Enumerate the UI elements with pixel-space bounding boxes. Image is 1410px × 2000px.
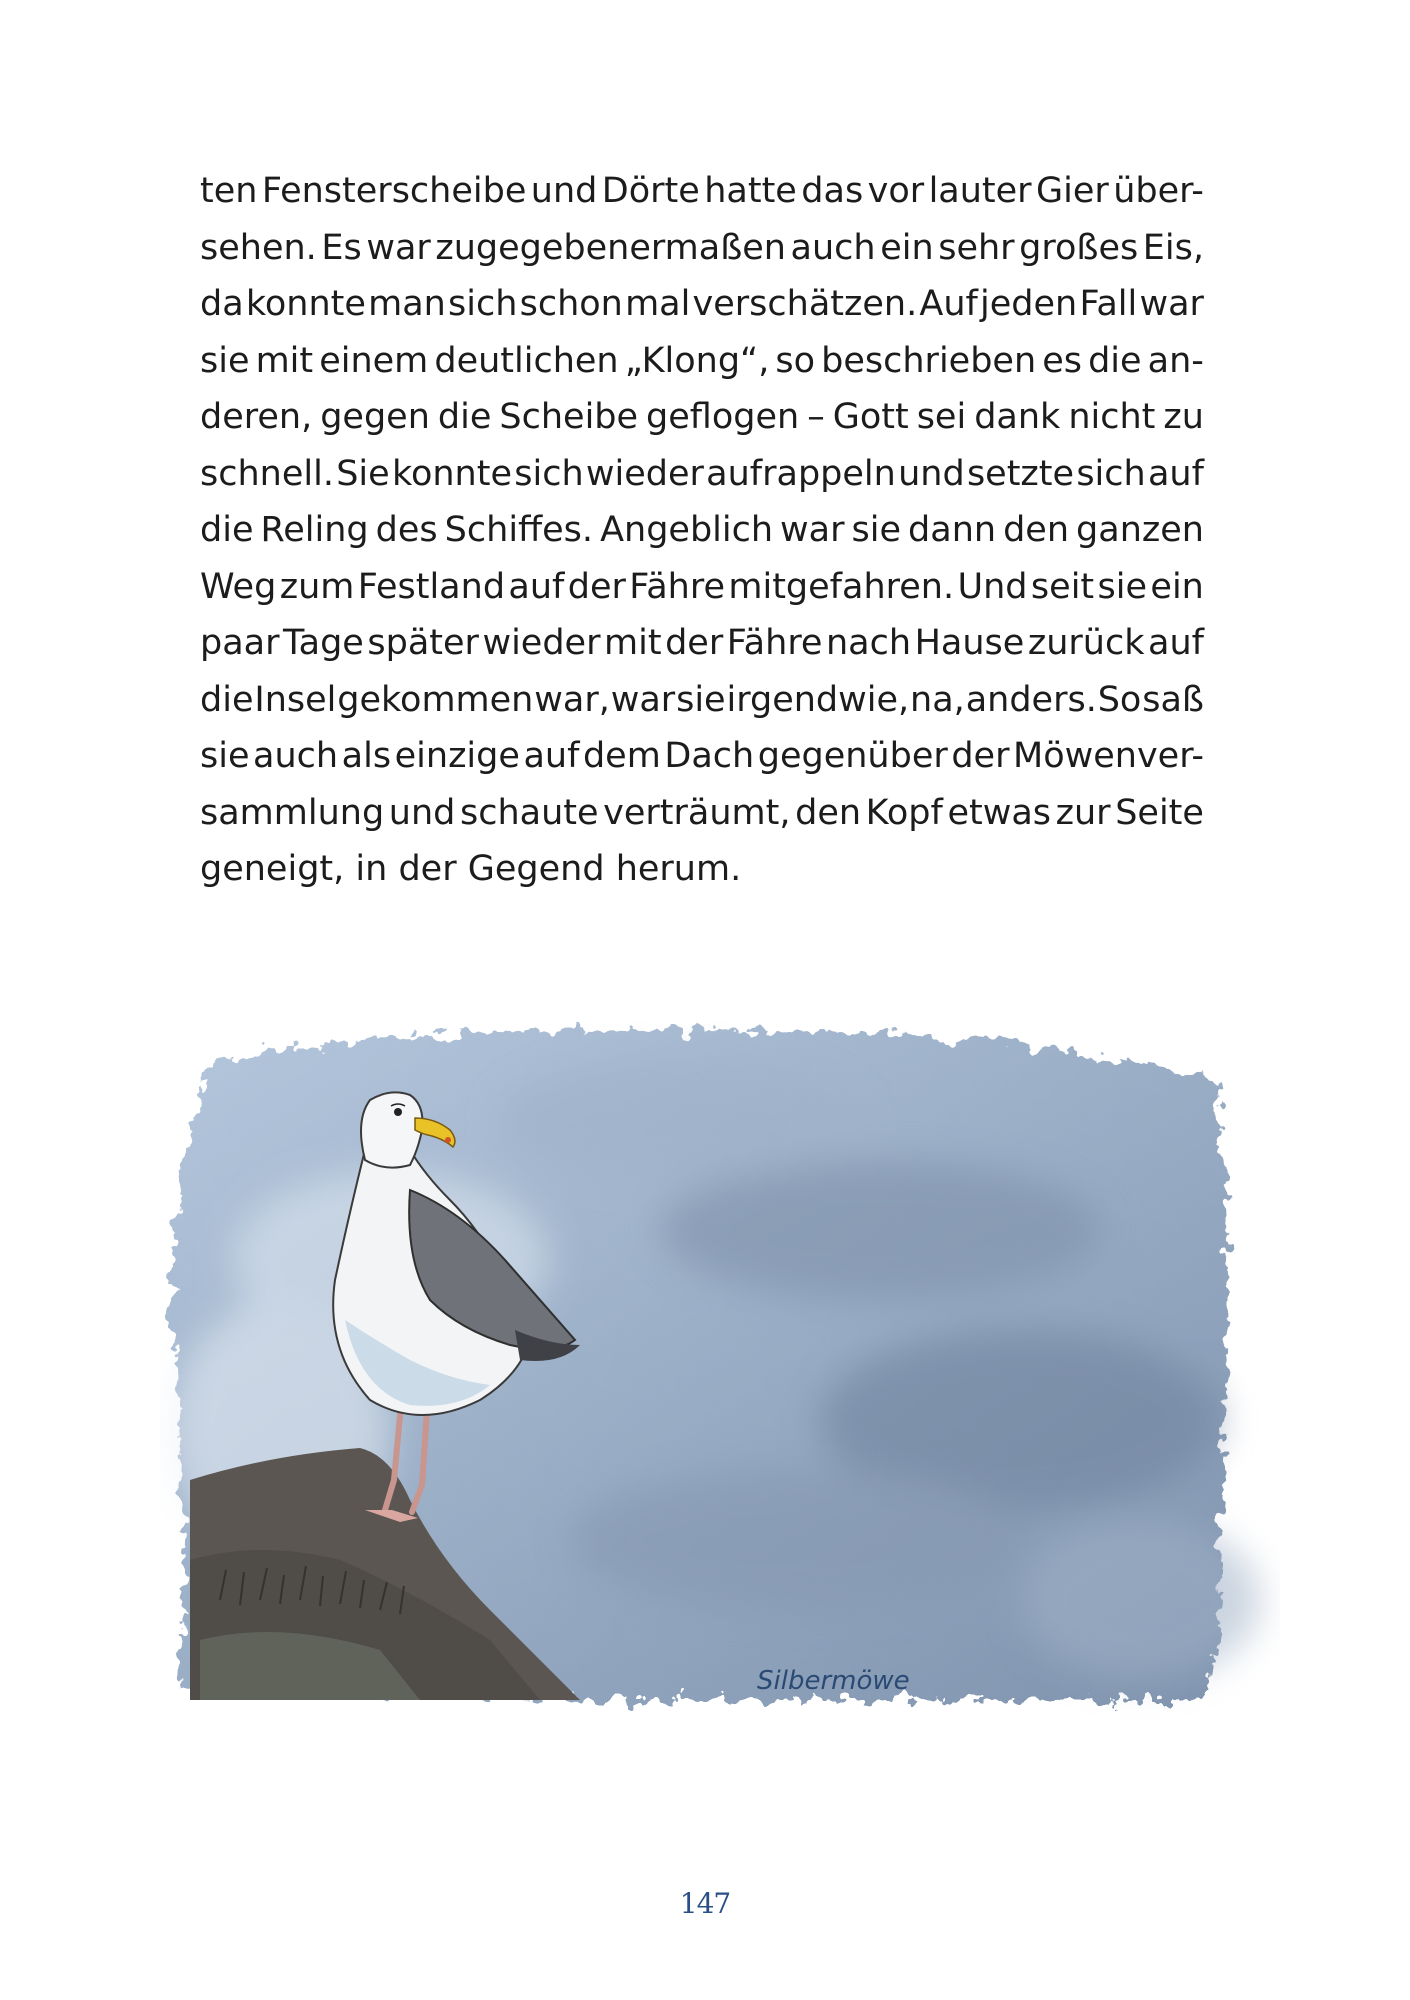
- word: einem: [319, 340, 429, 381]
- word: dank: [974, 397, 1061, 437]
- word: wieder: [482, 623, 601, 663]
- word: großes: [1019, 227, 1139, 268]
- word: auch: [253, 736, 339, 776]
- word: saß: [1142, 679, 1204, 720]
- word: der: [665, 623, 724, 663]
- text-line: [200, 389, 1204, 446]
- word: zurück: [1027, 623, 1145, 663]
- word: sammlung: [200, 792, 385, 833]
- word: sie: [851, 510, 902, 550]
- word: sehen.: [200, 227, 317, 268]
- text-line: [200, 559, 1204, 616]
- word: ein: [880, 227, 934, 268]
- word: gegenüber: [757, 736, 948, 776]
- word: Insel: [254, 679, 337, 720]
- word: zugegebenermaßen: [435, 227, 786, 268]
- word: sich: [1076, 453, 1146, 494]
- word: auf: [508, 566, 565, 607]
- word: mitgefahren.: [728, 566, 955, 607]
- text-line: [200, 785, 1204, 842]
- word: zum: [279, 566, 355, 607]
- word: war: [366, 227, 431, 268]
- word: war: [780, 510, 845, 550]
- word: sie: [676, 679, 726, 720]
- word: Seite: [1115, 792, 1204, 833]
- text-line: [200, 446, 1204, 503]
- word: sich: [514, 453, 584, 494]
- word: dann: [908, 510, 997, 550]
- word: aufrappeln: [706, 453, 896, 494]
- word: Es: [321, 227, 362, 268]
- word: seit: [1030, 566, 1095, 607]
- word: jeden: [980, 284, 1078, 324]
- word: Gier: [1036, 171, 1109, 211]
- word: gegen: [320, 397, 430, 437]
- word: Dörte: [601, 171, 700, 211]
- word: schaute: [460, 792, 599, 833]
- word: na,: [910, 679, 965, 720]
- word: Auf: [919, 284, 978, 324]
- word: war: [1139, 284, 1204, 324]
- word: irgendwie,: [726, 679, 910, 720]
- word: in: [355, 849, 388, 889]
- word: das: [801, 171, 864, 211]
- word: schon: [519, 284, 623, 324]
- word: sehr: [938, 227, 1015, 268]
- word: So: [1097, 679, 1142, 720]
- word: Und: [957, 566, 1028, 607]
- word: geneigt,: [200, 849, 345, 889]
- word: Möwenver-: [1013, 736, 1204, 776]
- page-number: 147: [679, 1887, 731, 1920]
- word: Angeblich: [600, 510, 774, 550]
- word: und: [898, 453, 965, 494]
- word: des: [375, 510, 438, 550]
- word: Dach: [664, 736, 755, 776]
- word: war: [610, 679, 676, 720]
- word: Kopf: [865, 792, 943, 833]
- word: an-: [1147, 340, 1204, 381]
- word: dem: [582, 736, 661, 776]
- word: Gott: [832, 397, 909, 437]
- word: schnell.: [200, 453, 334, 494]
- word: –: [807, 397, 825, 437]
- word: auf: [523, 736, 580, 776]
- word: paar: [200, 623, 280, 663]
- word: nach: [826, 623, 912, 663]
- word: ein: [1150, 566, 1204, 607]
- word: der: [567, 566, 626, 607]
- word: anders.: [965, 679, 1097, 720]
- word: die: [200, 510, 254, 550]
- word: Scheibe: [499, 397, 639, 437]
- text-line: [200, 502, 1204, 559]
- word: sie: [1097, 566, 1148, 607]
- text-line: [200, 333, 1204, 390]
- word: die: [1088, 340, 1142, 381]
- word: konnte: [391, 453, 512, 494]
- seagull-illustration: [160, 1000, 1280, 1760]
- word: lauter: [928, 171, 1032, 211]
- word: wieder: [585, 453, 704, 494]
- text-line: [200, 728, 1204, 785]
- word: die: [437, 397, 492, 437]
- word: als: [341, 736, 392, 776]
- word: verträumt,: [603, 792, 791, 833]
- text-line: [200, 841, 1204, 898]
- word: Fall: [1079, 284, 1138, 324]
- body-text: [200, 163, 1204, 898]
- word: zur: [1055, 792, 1111, 833]
- word: Reling: [260, 510, 369, 550]
- word: zu: [1163, 397, 1204, 437]
- illustration-caption: Silbermöwe: [757, 1666, 910, 1696]
- word: Fähre: [726, 623, 823, 663]
- word: Tage: [283, 623, 364, 663]
- word: deren,: [200, 397, 313, 437]
- word: beschrieben: [821, 340, 1037, 381]
- word: hatte: [704, 171, 797, 211]
- word: Fähre: [629, 566, 725, 607]
- word: mit: [255, 340, 314, 381]
- word: Eis,: [1142, 227, 1204, 268]
- word: über-: [1113, 171, 1204, 211]
- word: deutlichen: [434, 340, 619, 381]
- word: sie: [200, 736, 250, 776]
- word: sei: [916, 397, 967, 437]
- word: so: [775, 340, 816, 381]
- word: nicht: [1068, 397, 1156, 437]
- text-line: [200, 220, 1204, 277]
- text-line: [200, 276, 1204, 333]
- word: Sie: [336, 453, 390, 494]
- word: ganzen: [1076, 510, 1204, 550]
- word: setzte: [966, 453, 1075, 494]
- word: es: [1042, 340, 1082, 381]
- word: Hause: [914, 623, 1025, 663]
- word: mal: [625, 284, 691, 324]
- text-line: [200, 163, 1204, 220]
- word: sie: [200, 340, 250, 381]
- word: einzige: [394, 736, 520, 776]
- word: der: [398, 849, 457, 889]
- word: auf: [1147, 453, 1204, 494]
- word: war,: [534, 679, 610, 720]
- word: Gegend: [467, 849, 605, 889]
- word: der: [951, 736, 1010, 776]
- word: Fensterscheibe: [261, 171, 527, 211]
- word: etwas: [947, 792, 1052, 833]
- word: später: [367, 623, 479, 663]
- word: herum.: [615, 849, 742, 889]
- word: konnte: [245, 284, 366, 324]
- word: und: [530, 171, 598, 211]
- word: gekommen: [337, 679, 534, 720]
- word: sich: [448, 284, 518, 324]
- word: auch: [790, 227, 876, 268]
- word: Schiffes.: [444, 510, 594, 550]
- word: die: [200, 679, 254, 720]
- word: ten: [200, 171, 258, 211]
- watercolor-seagull: [160, 1000, 1280, 1760]
- word: Festland: [357, 566, 506, 607]
- word: mit: [604, 623, 662, 663]
- word: und: [388, 792, 456, 833]
- word: auf: [1148, 623, 1204, 663]
- word: „Klong“,: [624, 340, 770, 381]
- word: den: [1003, 510, 1070, 550]
- word: verschätzen.: [692, 284, 918, 324]
- text-line: [200, 672, 1204, 729]
- word: vor: [867, 171, 925, 211]
- word: geflogen: [646, 397, 800, 437]
- word: Weg: [200, 566, 277, 607]
- word: man: [368, 284, 446, 324]
- word: da: [200, 284, 244, 324]
- word: den: [795, 792, 862, 833]
- text-line: [200, 615, 1204, 672]
